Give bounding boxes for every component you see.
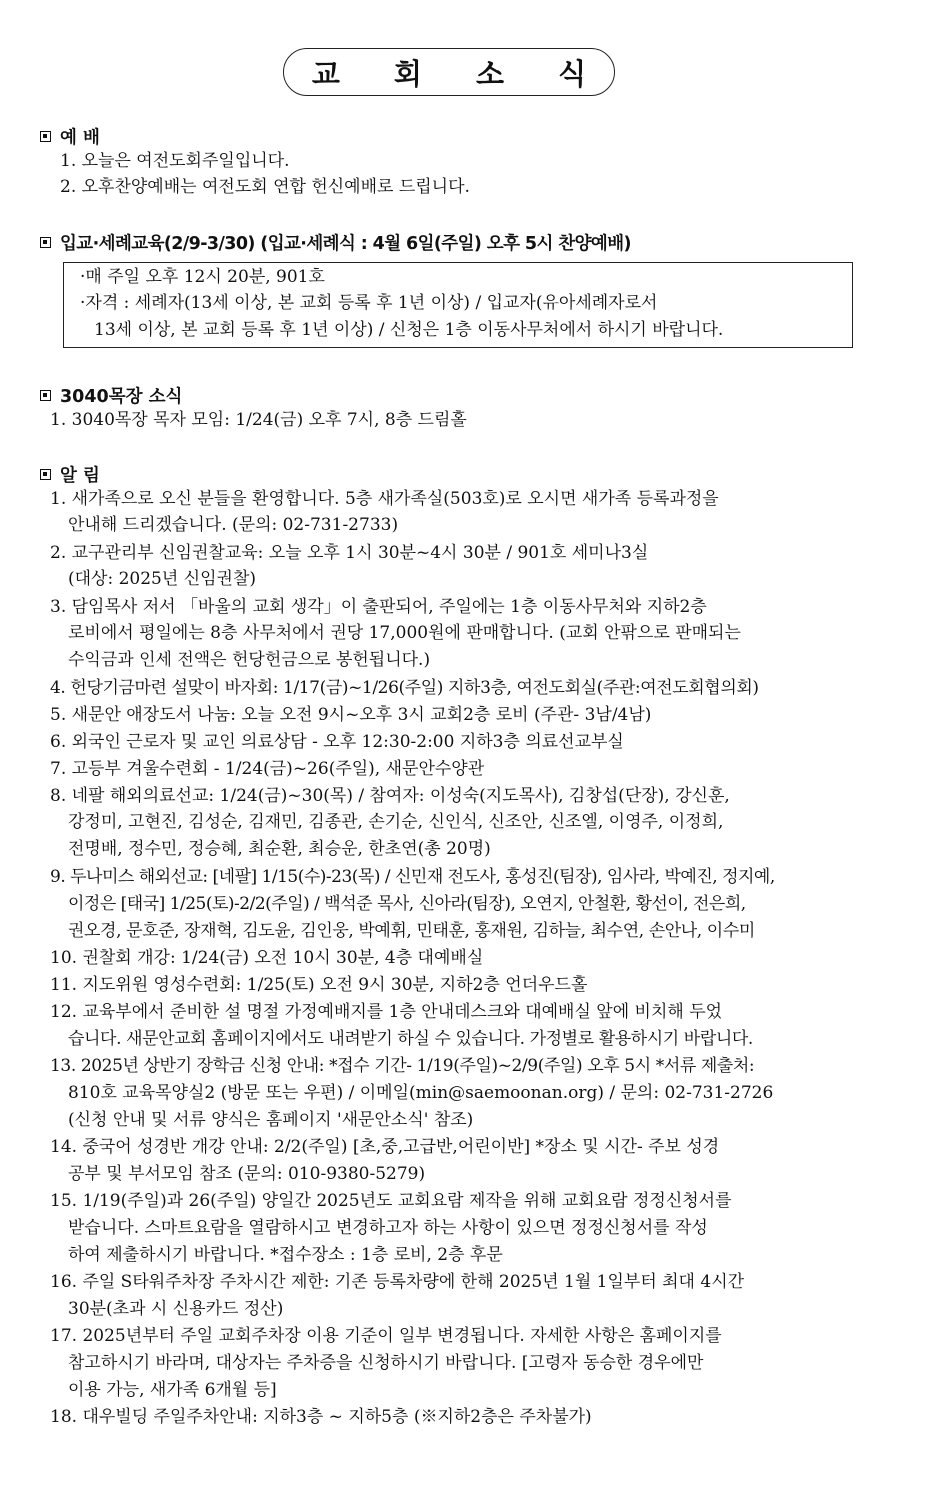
notice-line: 6. 외국인 근로자 및 교인 의료상담 - 오후 12:30-2:00 지하3층 의료선교부실 bbox=[50, 732, 624, 752]
worship-item-2: 2. 오후찬양예배는 여전도회 연합 헌신예배로 드립니다. bbox=[60, 177, 470, 197]
notice-line: (신청 안내 및 서류 양식은 홈페이지 '새문안소식' 참조) bbox=[68, 1110, 474, 1130]
notice-line: 습니다. 새문안교회 홈페이지에서도 내려받기 하실 수 있습니다. 가정별로 활용하시기 바랍니다. bbox=[68, 1029, 753, 1049]
section-heading-notices-text: 알 림 bbox=[60, 466, 100, 486]
notice-line: 하여 제출하시기 바랍니다. *접수장소 : 1층 로비, 2층 후문 bbox=[68, 1245, 503, 1265]
notice-line: 안내해 드리겠습니다. (문의: 02-731-2733) bbox=[68, 515, 399, 535]
notice-line: 이정은 [태국] 1/25(토)-2/2(주일) / 백석준 목사, 신아라(팀장), 오연지, 안철환, 황선이, 전은희, bbox=[68, 894, 746, 914]
section-heading-worship bbox=[40, 124, 100, 149]
title-box bbox=[283, 48, 615, 96]
notice-line: 받습니다. 스마트요람을 열람하시고 변경하고자 하는 사항이 있으면 정정신청서를 작성 bbox=[68, 1218, 708, 1238]
notice-line: 18. 대우빌딩 주일주차안내: 지하3층 ~ 지하5층 (※지하2층은 주차불가) bbox=[50, 1407, 592, 1427]
notice-line: 참고하시기 바라며, 대상자는 주차증을 신청하시기 바랍니다. [고령자 동승한 경우에만 bbox=[68, 1353, 704, 1373]
notice-line: 권오경, 문호준, 장재혁, 김도윤, 김인웅, 박예휘, 민태훈, 홍재원, 김하늘, 최수연, 손안나, 이수미 bbox=[68, 921, 755, 941]
baptism-box-line-2: ·자격 : 세례자(13세 이상, 본 교회 등록 후 1년 이상) / 입교자(유아세례자로서 bbox=[80, 293, 658, 313]
notice-line: 14. 중국어 성경반 개강 안내: 2/2(주일) [초,중,고급반,어린이반] *장소 및 시간- 주보 성경 bbox=[50, 1137, 720, 1157]
notice-line: 8. 네팔 해외의료선교: 1/24(금)~30(목) / 참여자: 이성숙(지도목사), 김창섭(단장), 강신훈, bbox=[50, 786, 730, 806]
notice-line: 이용 가능, 새가족 6개월 등] bbox=[68, 1380, 277, 1400]
notice-line: 7. 고등부 겨울수련회 - 1/24(금)~26(주일), 새문안수양관 bbox=[50, 759, 485, 779]
notice-line: 2. 교구관리부 신임권찰교육: 오늘 오후 1시 30분~4시 30분 / 901호 세미나3실 bbox=[50, 543, 649, 563]
page-title: 교 회 소 식 bbox=[311, 56, 609, 91]
notice-line: 수익금과 인세 전액은 헌당헌금으로 봉헌됩니다.) bbox=[68, 650, 431, 670]
notice-line: (대상: 2025년 신임권찰) bbox=[68, 569, 257, 589]
square-bullet-icon bbox=[40, 469, 51, 480]
notice-line: 로비에서 평일에는 8층 사무처에서 권당 17,000원에 판매합니다. (교회 안팎으로 판매되는 bbox=[68, 623, 741, 643]
group3040-item-1: 1. 3040목장 목자 모임: 1/24(금) 오후 7시, 8층 드림홀 bbox=[50, 410, 467, 430]
notice-line: 15. 1/19(주일)과 26(주일) 양일간 2025년도 교회요람 제작을 위해 교회요람 정정신청서를 bbox=[50, 1191, 732, 1211]
notice-line: 5. 새문안 애장도서 나눔: 오늘 오전 9시~오후 3시 교회2층 로비 (주관- 3남/4남) bbox=[50, 705, 652, 725]
notice-line: 3. 담임목사 저서 「바울의 교회 생각」이 출판되어, 주일에는 1층 이동사무처와 지하2층 bbox=[50, 597, 707, 617]
section-heading-baptism bbox=[40, 230, 631, 255]
notice-line: 12. 교육부에서 준비한 설 명절 가정예배지를 1층 안내데스크와 대예배실 앞에 비치해 두었 bbox=[50, 1002, 723, 1022]
notice-line: 공부 및 부서모임 참조 (문의: 010-9380-5279) bbox=[68, 1164, 426, 1184]
notice-line: 11. 지도위원 영성수련회: 1/25(토) 오전 9시 30분, 지하2층 언더우드홀 bbox=[50, 975, 588, 995]
notice-line: 10. 권찰회 개강: 1/24(금) 오전 10시 30분, 4층 대예배실 bbox=[50, 948, 484, 968]
notice-line: 810호 교육목양실2 (방문 또는 우편) / 이메일(min@saemoonan.org) / 문의: 02-731-2726 bbox=[68, 1083, 774, 1103]
section-heading-3040 bbox=[40, 383, 182, 408]
square-bullet-icon bbox=[40, 131, 51, 142]
section-heading-baptism-text: 입교·세례교육(2/9-3/30) (입교·세례식 : 4월 6일(주일) 오후 5시 찬양예배) bbox=[60, 234, 631, 254]
notice-line: 강정미, 고현진, 김성순, 김재민, 김종관, 손기순, 신인식, 신조안, 신조엘, 이영주, 이정희, bbox=[68, 812, 724, 832]
baptism-box-line-1: ·매 주일 오후 12시 20분, 901호 bbox=[80, 267, 325, 287]
square-bullet-icon bbox=[40, 237, 51, 248]
baptism-box-line-3: 13세 이상, 본 교회 등록 후 1년 이상) / 신청은 1층 이동사무처에서 하시기 바랍니다. bbox=[94, 320, 724, 340]
notice-line: 4. 헌당기금마련 설맞이 바자회: 1/17(금)~1/26(주일) 지하3층, 여전도회실(주관:여전도회협의회) bbox=[50, 678, 759, 698]
notice-line: 전명배, 정수민, 정승혜, 최순환, 최승운, 한초연(총 20명) bbox=[68, 839, 491, 859]
section-heading-3040-text: 3040목장 소식 bbox=[60, 387, 183, 407]
notice-line: 1. 새가족으로 오신 분들을 환영합니다. 5층 새가족실(503호)로 오시면 새가족 등록과정을 bbox=[50, 489, 719, 509]
notice-line: 17. 2025년부터 주일 교회주차장 이용 기준이 일부 변경됩니다. 자세한 사항은 홈페이지를 bbox=[50, 1326, 722, 1346]
notice-line: 9. 두나미스 해외선교: [네팔] 1/15(수)-23(목) / 신민재 전도사, 홍성진(팀장), 임사라, 박예진, 정지예, bbox=[50, 867, 775, 887]
square-bullet-icon bbox=[40, 390, 51, 401]
notice-line: 16. 주일 S타워주차장 주차시간 제한: 기존 등록차량에 한해 2025년 1월 1일부터 최대 4시간 bbox=[50, 1272, 745, 1292]
notice-line: 13. 2025년 상반기 장학금 신청 안내: *접수 기간- 1/19(주일)~2/9(주일) 오후 5시 *서류 제출처: bbox=[50, 1056, 755, 1076]
worship-item-1: 1. 오늘은 여전도회주일입니다. bbox=[60, 151, 290, 171]
section-heading-worship-text: 예 배 bbox=[60, 128, 100, 148]
section-heading-notices bbox=[40, 462, 100, 487]
notice-line: 30분(초과 시 신용카드 정산) bbox=[68, 1299, 284, 1319]
